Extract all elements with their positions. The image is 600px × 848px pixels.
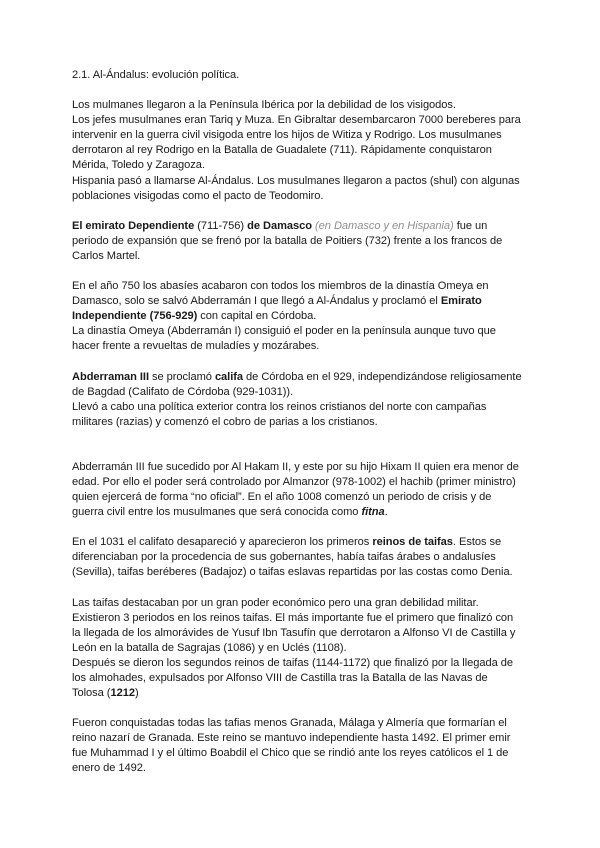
- text-line: los almohades, expulsados por Alfonso VIII de Castilla tras la Batalla de las Navas de: [72, 672, 488, 684]
- text-run: Tolosa (: [72, 687, 111, 700]
- bold-term: Emirato: [440, 295, 482, 308]
- text-line: diferenciaban por la procedencia de sus gobernantes, había taifas árabes o andalusíes: [72, 551, 496, 564]
- paragraph-granada: [72, 716, 532, 776]
- text-line: Abderramán III fue sucedido por Al Hakam II, y este por su hijo Hixam II quien era menor de: [72, 460, 519, 473]
- text-run: se proclamó: [148, 370, 215, 383]
- text-line: Carlos Martel.: [72, 249, 141, 262]
- text-line: Mérida, Toledo y Zaragoza.: [72, 159, 205, 172]
- bold-term: El emirato Dependiente: [72, 219, 195, 232]
- text-run: . Estos se: [452, 536, 502, 549]
- text-line: enero de 1492.: [72, 762, 146, 775]
- text-line: [72, 535, 532, 550]
- text-line: de Bagdad (Califato de Córdoba (929-1031)).: [72, 385, 294, 398]
- text-line: [72, 370, 532, 385]
- text-line: La dinastía Omeya (Abderramán I) consiguió el poder en la península aunque tuvo que: [72, 325, 496, 338]
- text-run: En el 1031 el califato desapareció y aparecieron los primeros: [72, 536, 373, 549]
- paragraph-emirato-independiente: [72, 279, 532, 354]
- text-line: Después se dieron los segundos reinos de taifas (1144-1172) que finalizó por la llegada de: [72, 656, 513, 669]
- paragraph-periodos-taifas: [72, 596, 532, 702]
- text-line: [72, 686, 532, 701]
- text-line: hacer frente a revueltas de muladíes y mozárabes.: [72, 340, 320, 353]
- bold-term: califa: [214, 370, 244, 383]
- text-line: derrotaron al rey Rodrigo en la Batalla de Guadalete (711). Rápidamente conquistaron: [72, 144, 492, 157]
- text-line: (Sevilla), taifas beréberes (Badajoz) o taifas eslavas repartidas por las costas como Denia.: [72, 566, 513, 579]
- italic-note: (en Damasco y en Hispania): [315, 219, 454, 232]
- bold-term: 1212: [110, 687, 135, 700]
- text-line: intervenir en la guerra civil visigoda entre los hijos de Witiza y Rodrigo. Los musulmanes: [72, 129, 502, 142]
- text-line: Hispania pasó a llamarse Al-Ándalus. Los musulmanes llegaron a pactos (shul) con algunas: [72, 174, 520, 187]
- text-line: [72, 219, 532, 234]
- paragraph-conquest: [72, 98, 532, 204]
- text-line: Existieron 3 periodos en los reinos taifas. El más importante fue el primero que finalizó con: [72, 611, 514, 624]
- bold-term: fitna: [361, 506, 385, 519]
- text-line: Los jefes musulmanes eran Tariq y Muza. En Gibraltar desembarcaron 7000 bereberes para: [72, 114, 521, 127]
- text-line: poblaciones visigodas como el pacto de Teodomiro.: [72, 189, 324, 202]
- text-line: periodo de expansión que se frenó por la batalla de Poitiers (732) frente a los francos de: [72, 234, 503, 247]
- text-line: Las taifas destacaban por un gran poder económico pero una gran debilidad militar.: [72, 596, 479, 609]
- text-line: [72, 294, 532, 309]
- text-run: ): [134, 687, 139, 700]
- text-run: con capital en Córdoba.: [197, 310, 317, 323]
- bold-term: reinos de taifas: [372, 536, 453, 549]
- text-run: guerra civil entre los musulmanes que será conocida como: [72, 506, 362, 519]
- text-line: [72, 309, 532, 324]
- text-line: Fueron conquistadas todas las tafias menos Granada, Málaga y Almería que formarían el: [72, 717, 507, 730]
- text-run: de Córdoba en el 929, independizándose religiosamente: [243, 370, 522, 383]
- text-line: En el año 750 los abasíes acabaron con todos los miembros de la dinastía Omeya en: [72, 280, 489, 293]
- bold-term: Independiente (756-929): [72, 310, 198, 323]
- bold-term: Abderraman III: [72, 370, 149, 383]
- paragraph-califato: [72, 370, 532, 430]
- text-run: Damasco, solo se salvó Abderramán I que llegó a Al-Ándalus y proclamó el: [72, 295, 441, 308]
- text-line: edad. Por ello el poder será controlado por Almanzor (978-1002) el hachib (primer ministro): [72, 475, 516, 488]
- paragraph-almanzor: [72, 460, 532, 520]
- bold-term: de Damasco: [247, 219, 312, 232]
- text-line: militares (razias) y comenzó el cobro de parias a los cristianos.: [72, 415, 378, 428]
- section-heading: 2.1. Al-Ándalus: evolución política.: [72, 69, 240, 81]
- paragraph-emirato-dependiente: [72, 219, 532, 264]
- text-line: León en la batalla de Sagrajas (1086) y en Uclés (1108).: [72, 641, 347, 654]
- text-line: fue Muhammad I y el último Boabdil el Chico que se rindió ante los reyes católicos el 1 de: [72, 747, 509, 760]
- text-line: reino nazarí de Granada. Este reino se mantuvo independiente hasta 1492. El primer emir: [72, 732, 511, 745]
- document-page: [72, 68, 532, 777]
- paragraph-taifas: [72, 535, 532, 580]
- text-run: fue un: [453, 219, 488, 232]
- text-line: [72, 505, 532, 520]
- text-run: (711-756): [194, 219, 248, 232]
- text-run: .: [384, 506, 388, 519]
- text-line: la llegada de los almorávides de Yusuf Ibn Tasufín que derrotaron a Alfonso VI de Castilla y: [72, 626, 516, 639]
- text-line: Los mulmanes llegaron a la Península Ibérica por la debilidad de los visigodos.: [72, 99, 456, 112]
- text-line: Llevó a cabo una política exterior contra los reinos cristianos del norte con campañas: [72, 400, 487, 413]
- text-line: quien ejercerá de forma “no oficial”. En el año 1008 comenzó un periodo de crisis y de: [72, 491, 492, 504]
